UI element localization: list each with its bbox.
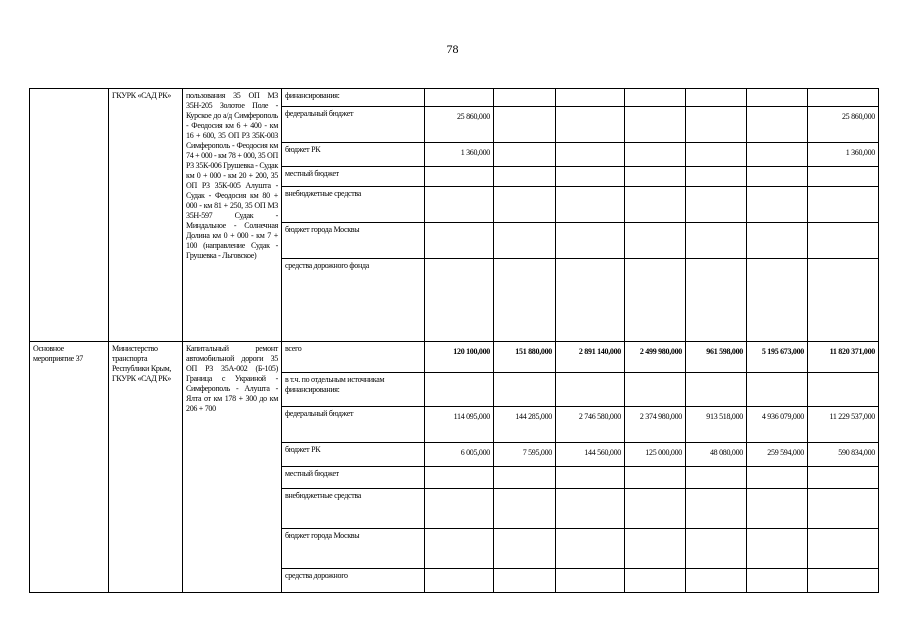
value-cell bbox=[425, 259, 494, 342]
value-cell bbox=[686, 223, 747, 259]
value-cell bbox=[556, 467, 625, 489]
funding-source-cell: всего bbox=[282, 342, 425, 373]
value-cell: 151 880,000 bbox=[494, 342, 556, 373]
value-cell bbox=[808, 167, 879, 187]
value-cell bbox=[494, 167, 556, 187]
value-cell: 120 100,000 bbox=[425, 342, 494, 373]
table-row bbox=[30, 342, 879, 373]
value-cell bbox=[747, 467, 808, 489]
value-cell: 4 936 079,000 bbox=[747, 407, 808, 443]
funding-source-cell: финансирования: bbox=[282, 89, 425, 107]
value-cell: 259 594,000 bbox=[747, 443, 808, 467]
value-cell bbox=[686, 89, 747, 107]
funding-source-cell: местный бюджет bbox=[282, 467, 425, 489]
funding-table bbox=[29, 88, 879, 593]
value-cell bbox=[747, 107, 808, 143]
value-cell: 11 229 537,000 bbox=[808, 407, 879, 443]
object-description-cell: Капитальный ремонт автомобильной дороги 35 ОП Р3 35А-002 (Б-105) Граница с Украиной - Симферополь - Алушта - Ялта от км 178 + 300 до км 206 + 700 bbox=[183, 342, 282, 593]
value-cell bbox=[494, 489, 556, 529]
value-cell bbox=[747, 489, 808, 529]
value-cell bbox=[556, 187, 625, 223]
funding-source-cell: в т.ч. по отдельным источникам финансирования: bbox=[282, 373, 425, 407]
value-cell bbox=[425, 187, 494, 223]
object-description-cell: пользования 35 ОП М3 35Н-205 Золотое Поле - Курское до а/д Симферополь - Феодосия км 6 + 400 - км 16 + 600, 35 ОП Р3 35К-003 Симферополь - Феодосия км 74 + 000 - км 78 + 000, 35 ОП Р3 35К-006 Грушевка - Судак км 0 + 000 - км 20 + 200, 35 ОП Р3 35К-005 Алушта - Судак - Феодосия км 80 + 000 - км 81 + 250, 35 ОП М3 35Н-597 Судак - Миндальное - Солнечная Долина км 0 + 000 - км 7 + 100 (направление Судак - Грушевка - Льговское) bbox=[183, 89, 282, 342]
value-cell bbox=[808, 89, 879, 107]
value-cell bbox=[747, 187, 808, 223]
value-cell bbox=[556, 89, 625, 107]
value-cell: 7 595,000 bbox=[494, 443, 556, 467]
value-cell bbox=[625, 529, 686, 569]
value-cell bbox=[686, 107, 747, 143]
value-cell: 144 285,000 bbox=[494, 407, 556, 443]
value-cell bbox=[425, 167, 494, 187]
value-cell: 961 598,000 bbox=[686, 342, 747, 373]
funding-source-cell: бюджет РК bbox=[282, 443, 425, 467]
value-cell: 1 360,000 bbox=[808, 143, 879, 167]
value-cell bbox=[625, 259, 686, 342]
value-cell bbox=[494, 107, 556, 143]
value-cell: 25 860,000 bbox=[425, 107, 494, 143]
value-cell bbox=[556, 167, 625, 187]
value-cell bbox=[625, 167, 686, 187]
value-cell bbox=[747, 223, 808, 259]
value-cell: 25 860,000 bbox=[808, 107, 879, 143]
value-cell bbox=[556, 489, 625, 529]
value-cell bbox=[556, 529, 625, 569]
executor-cell: Министерство транспорта Республики Крым, ГКУРК «САД РК» bbox=[109, 342, 183, 593]
value-cell bbox=[494, 529, 556, 569]
value-cell bbox=[747, 167, 808, 187]
executor-cell: ГКУРК «САД РК» bbox=[109, 89, 183, 342]
value-cell bbox=[808, 569, 879, 593]
value-cell: 2 891 140,000 bbox=[556, 342, 625, 373]
event-cell bbox=[30, 89, 109, 342]
value-cell bbox=[625, 107, 686, 143]
value-cell bbox=[747, 569, 808, 593]
value-cell bbox=[686, 259, 747, 342]
value-cell bbox=[556, 569, 625, 593]
value-cell: 48 080,000 bbox=[686, 443, 747, 467]
value-cell bbox=[425, 223, 494, 259]
value-cell: 125 000,000 bbox=[625, 443, 686, 467]
event-cell: Основное мероприятие 37 bbox=[30, 342, 109, 593]
value-cell bbox=[686, 529, 747, 569]
funding-source-cell: средства дорожного фонда bbox=[282, 259, 425, 342]
value-cell bbox=[808, 187, 879, 223]
value-cell bbox=[425, 89, 494, 107]
value-cell bbox=[808, 373, 879, 407]
value-cell bbox=[686, 167, 747, 187]
funding-source-cell: бюджет города Москвы bbox=[282, 529, 425, 569]
funding-source-cell: бюджет РК bbox=[282, 143, 425, 167]
value-cell bbox=[625, 187, 686, 223]
value-cell bbox=[556, 373, 625, 407]
value-cell bbox=[808, 489, 879, 529]
value-cell bbox=[747, 89, 808, 107]
funding-source-cell: федеральный бюджет bbox=[282, 407, 425, 443]
value-cell bbox=[686, 187, 747, 223]
value-cell bbox=[425, 373, 494, 407]
value-cell bbox=[556, 143, 625, 167]
value-cell bbox=[686, 143, 747, 167]
value-cell bbox=[808, 259, 879, 342]
value-cell: 5 195 673,000 bbox=[747, 342, 808, 373]
value-cell bbox=[494, 467, 556, 489]
value-cell: 2 374 980,000 bbox=[625, 407, 686, 443]
table-row bbox=[30, 89, 879, 107]
value-cell bbox=[625, 489, 686, 529]
value-cell bbox=[808, 529, 879, 569]
value-cell bbox=[556, 259, 625, 342]
value-cell bbox=[625, 569, 686, 593]
value-cell bbox=[747, 529, 808, 569]
value-cell: 144 560,000 bbox=[556, 443, 625, 467]
value-cell bbox=[494, 373, 556, 407]
value-cell bbox=[494, 143, 556, 167]
value-cell bbox=[494, 569, 556, 593]
value-cell: 590 834,000 bbox=[808, 443, 879, 467]
value-cell bbox=[808, 467, 879, 489]
value-cell bbox=[425, 489, 494, 529]
value-cell bbox=[747, 259, 808, 342]
value-cell bbox=[425, 529, 494, 569]
value-cell bbox=[686, 489, 747, 529]
value-cell bbox=[494, 187, 556, 223]
value-cell bbox=[494, 223, 556, 259]
value-cell bbox=[556, 107, 625, 143]
value-cell: 2 499 980,000 bbox=[625, 342, 686, 373]
value-cell: 11 820 371,000 bbox=[808, 342, 879, 373]
value-cell bbox=[425, 467, 494, 489]
value-cell bbox=[747, 373, 808, 407]
value-cell: 2 746 580,000 bbox=[556, 407, 625, 443]
value-cell bbox=[625, 89, 686, 107]
value-cell bbox=[747, 143, 808, 167]
value-cell bbox=[494, 89, 556, 107]
funding-source-cell: бюджет города Москвы bbox=[282, 223, 425, 259]
value-cell: 6 005,000 bbox=[425, 443, 494, 467]
value-cell bbox=[686, 467, 747, 489]
funding-source-cell: федеральный бюджет bbox=[282, 107, 425, 143]
value-cell bbox=[625, 223, 686, 259]
page-number: 78 bbox=[446, 42, 459, 56]
value-cell: 913 518,000 bbox=[686, 407, 747, 443]
value-cell bbox=[686, 569, 747, 593]
value-cell bbox=[808, 223, 879, 259]
value-cell: 1 360,000 bbox=[425, 143, 494, 167]
value-cell bbox=[494, 259, 556, 342]
funding-source-cell: средства дорожного bbox=[282, 569, 425, 593]
value-cell bbox=[625, 467, 686, 489]
funding-source-cell: местный бюджет bbox=[282, 167, 425, 187]
funding-source-cell: внебюджетные средства bbox=[282, 489, 425, 529]
value-cell: 114 095,000 bbox=[425, 407, 494, 443]
value-cell bbox=[556, 223, 625, 259]
value-cell bbox=[686, 373, 747, 407]
funding-source-cell: внебюджетные средства bbox=[282, 187, 425, 223]
value-cell bbox=[425, 569, 494, 593]
value-cell bbox=[625, 143, 686, 167]
value-cell bbox=[625, 373, 686, 407]
